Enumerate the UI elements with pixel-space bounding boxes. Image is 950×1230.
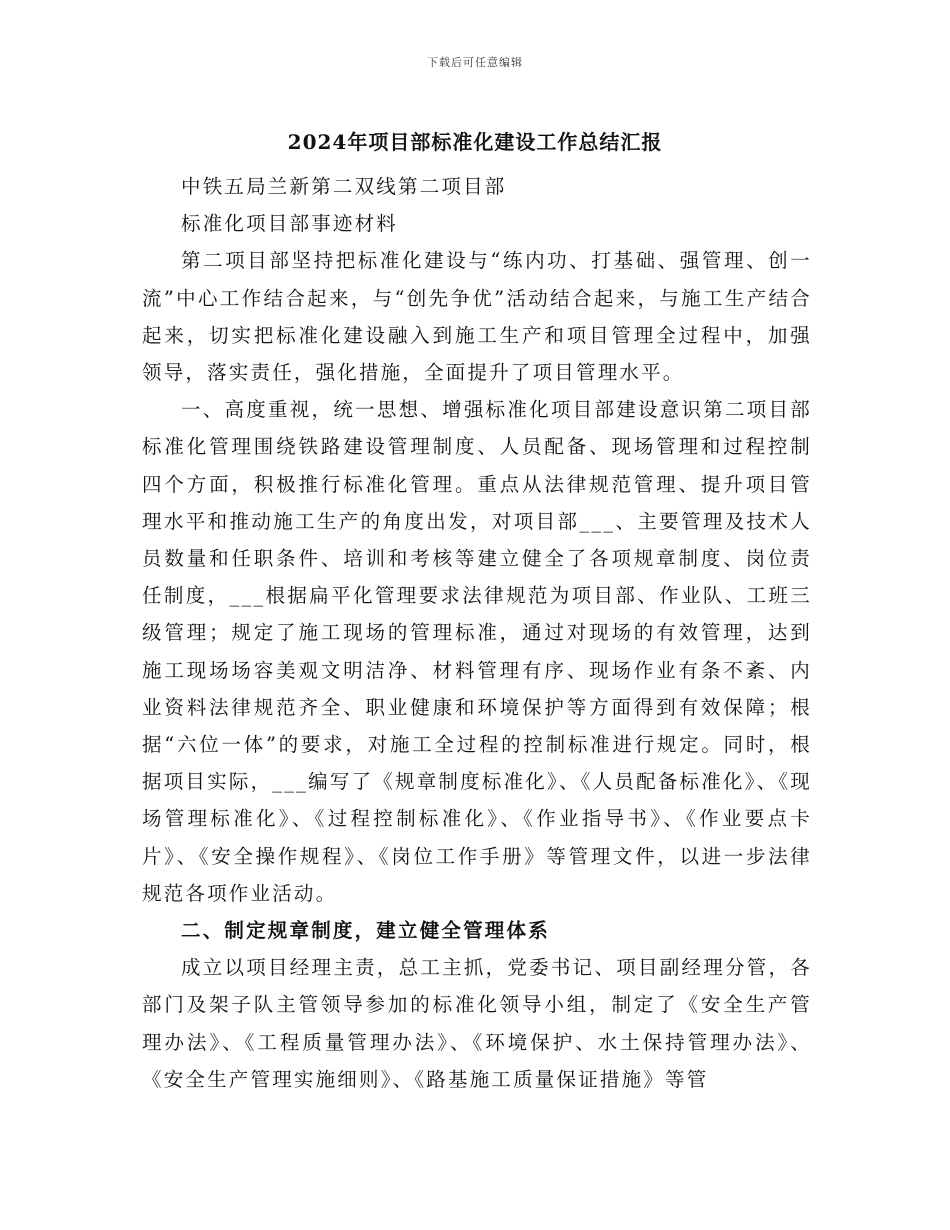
paragraph-section-one: 一、高度重视，统一思想、增强标准化项目部建设意识第二项目部标准化管理围绕铁路建设管理制度、人员配备、现场管理和过程控制四个方面，积极推行标准化管理。重点从法律规范管理、提升项目管理水平和推动施工生产的角度出发，对项目部___、主要管理及技术人员数量和任职条件、培训和考核等建立健全了各项规章制度、岗位责任制度，___根据扁平化管理要求法律规范为项目部、作业队、工班三级管理；规定了施工现场的管理标准，通过对现场的有效管理，达到施工现场场容美观文明洁净、材料管理有序、现场作业有条不紊、内业资料法律规范齐全、职业健康和环境保护等方面得到有效保障；根据“六位一体”的要求，对施工全过程的控制标准进行规定。同时，根据项目实际，___编写了《规章制度标准化》、《人员配备标准化》、《现场管理标准化》、《过程控制标准化》、《作业指导书》、《作业要点卡片》、《安全操作规程》、《岗位工作手册》等管理文件，以进一步法律规范各项作业活动。	[142, 398, 812, 905]
document-title: 2024年项目部标准化建设工作总结汇报	[287, 130, 663, 154]
paragraph-subtitle: 标准化项目部事迹材料	[181, 212, 399, 236]
header-note: 下载后可任意编辑	[427, 56, 523, 69]
document-body	[142, 168, 812, 1098]
section-heading-two: 二、制定规章制度，建立健全管理体系	[181, 919, 550, 943]
paragraph-section-two: 成立以项目经理主责，总工主抓，党委书记、项目副经理分管，各部门及架子队主管领导参加的标准化领导小组，制定了《安全生产管理办法》、《工程质量管理办法》、《环境保护、水土保持管理办法》、《安全生产管理实施细则》、《路基施工质量保证措施》等管	[142, 956, 812, 1091]
paragraph-intro: 第二项目部坚持把标准化建设与“练内功、打基础、强管理、创一流”中心工作结合起来，与“创先争优”活动结合起来，与施工生产结合起来，切实把标准化建设融入到施工生产和项目管理全过程中，加强领导，落实责任，强化措施，全面提升了项目管理水平。	[142, 249, 812, 385]
paragraph-organization: 中铁五局兰新第二双线第二项目部	[181, 175, 507, 198]
